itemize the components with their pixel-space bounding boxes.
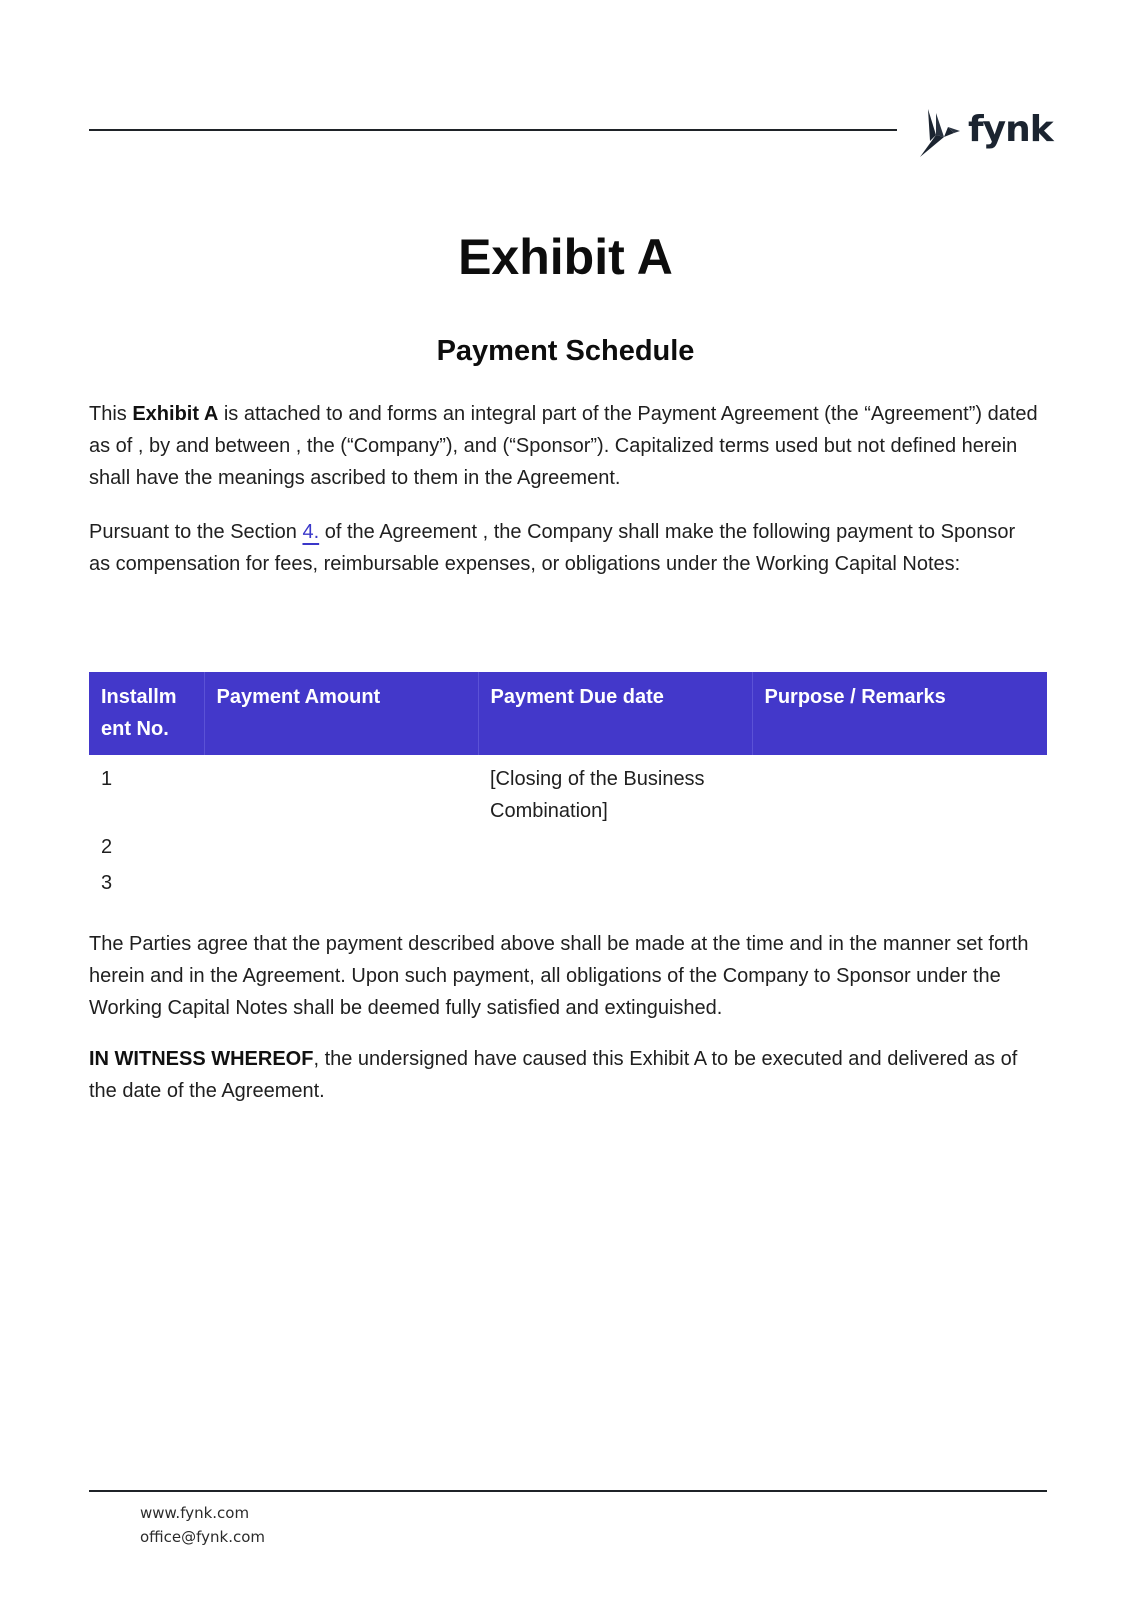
cell-amount [204,755,478,827]
origami-bird-icon [918,107,962,157]
column-header-amount: Payment Amount [204,672,478,755]
page-subtitle: Payment Schedule [436,335,695,367]
table-row [89,755,1047,827]
header-divider [89,129,897,131]
cell-amount [204,827,478,863]
witness-bold: IN WITNESS WHEREOF [89,1048,314,1070]
logo-wordmark: fynk [968,109,1053,150]
cell-purpose [752,827,1047,863]
cell-due-date [478,863,752,899]
table-header-row [89,672,1047,755]
pursuant-paragraph [89,516,1039,580]
intro-paragraph [89,398,1039,494]
footer-divider [89,1490,1047,1492]
footer-email: office@fynk.com [140,1528,266,1546]
intro-text-post: is attached to and forms an integral part of the Payment Agreement (the “Agreement”) dated as of , by and between , the (“Company”), and (“Sponsor”). Capitalized terms used but not defined herein shall have the meanings ascribed to them in the Agreement. [89,403,1038,489]
column-header-due-date: Payment Due date [478,672,752,755]
column-header-purpose: Purpose / Remarks [752,672,1047,755]
pursuant-text-pre: Pursuant to the Section [89,521,303,543]
intro-text-pre: This [89,403,133,425]
intro-bold-exhibit: Exhibit A [132,403,219,425]
column-header-installment: Installm ent No. [89,672,204,755]
cell-purpose [752,863,1047,899]
cell-installment: 1 [101,768,113,790]
parties-agree-paragraph: The Parties agree that the payment described above shall be made at the time and in the manner set forth herein and in the Agreement. Upon such payment, all obligations of the Company to Sponsor under the Working Capital Notes shall be deemed fully satisfied and extinguished. [89,933,1029,1019]
cell-amount [204,863,478,899]
payment-schedule-table [89,672,1047,899]
cell-due-date [478,827,752,863]
cell-installment: 2 [101,836,113,858]
cell-due-date: [Closing of the Business Combination] [490,768,705,822]
table-row [89,827,1047,863]
footer-website: www.fynk.com [140,1504,250,1522]
section-4-link[interactable]: 4. [302,521,320,543]
page-title: Exhibit A [458,229,673,285]
witness-text: , the undersigned have caused this Exhibit A to be executed and delivered as of the date of the Agreement. [89,1048,1018,1102]
cell-purpose [752,755,1047,827]
fynk-logo [918,104,1053,160]
table-row [89,863,1047,899]
witness-paragraph [89,1043,1039,1107]
cell-installment: 3 [101,872,113,894]
pursuant-text-post: of the Agreement , the Company shall make the following payment to Sponsor as compensation for fees, reimbursable expenses, or obligations under the Working Capital Notes: [89,521,1016,575]
